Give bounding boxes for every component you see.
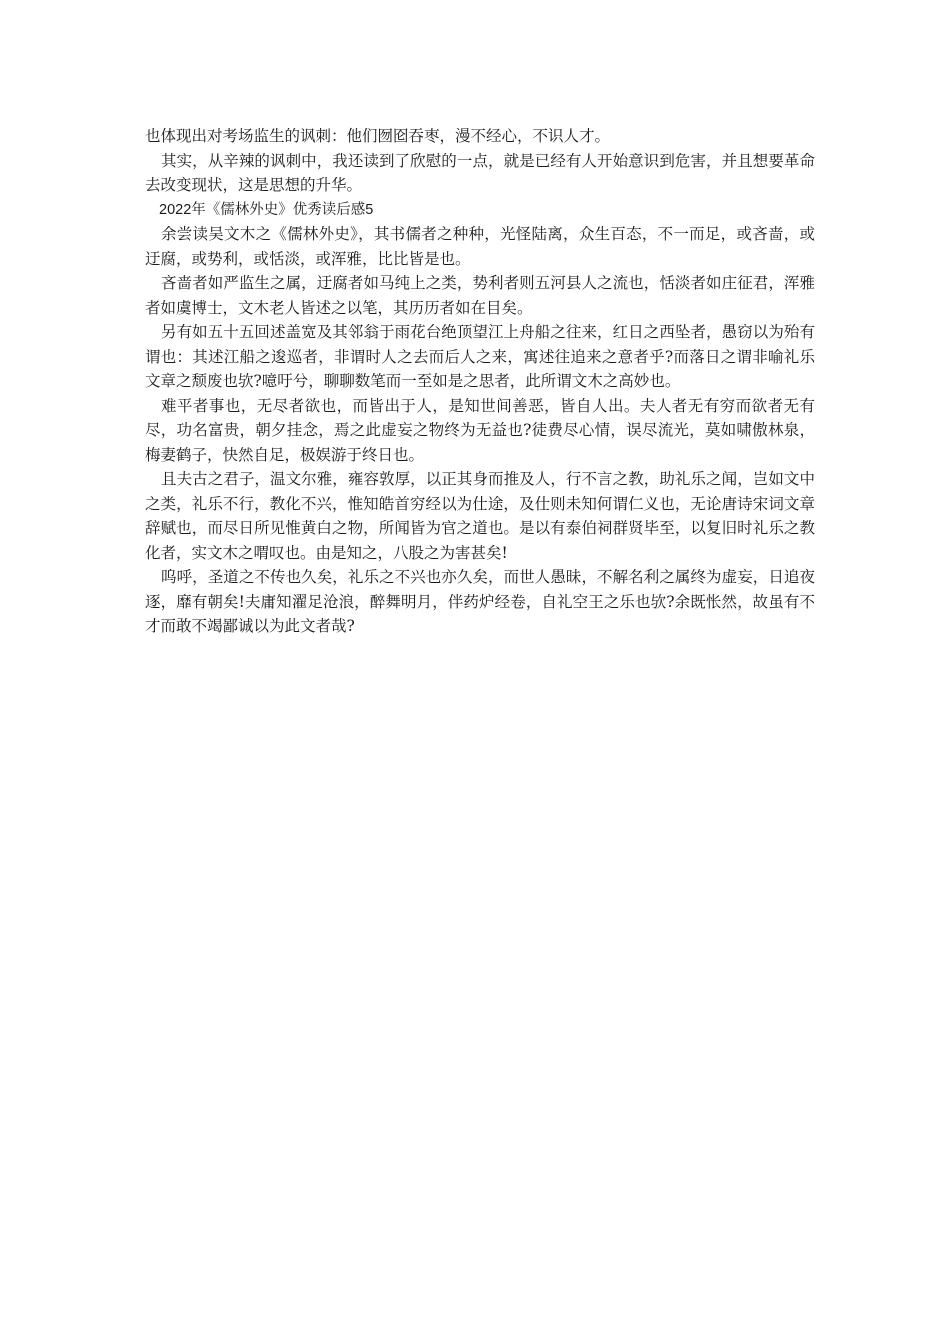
section-heading: 2022年《儒林外史》优秀读后感5 xyxy=(159,201,374,218)
paragraph-desire: 难平者事也，无尽者欲也，而皆出于人，是知世间善恶，皆自人出。夫人者无有穷而欲者无有尽，功名富贵，朝夕挂念，焉之此虚妄之物终为无益也?徒费尽心情，误尽流光，莫如啸傲林泉，梅妻鹤子，快然自足，极娱游于终日也。 xyxy=(145,396,815,464)
paragraph-continuation: 也体现出对考场监生的讽刺：他们囫囵吞枣，漫不经心，不识人才。 xyxy=(145,127,611,145)
paragraph-conclusion: 呜呼，圣道之不传也久矣，礼乐之不兴也亦久矣，而世人愚昧，不解名利之属终为虚妄，日追夜逐，靡有朝矣!夫庸知濯足沧浪，醉舞明月，伴药炉经卷，自礼空王之乐也欤?余既怅然，故虽有不才而敢不竭鄙诚以为此文者哉? xyxy=(145,568,815,635)
document-body xyxy=(145,124,815,639)
paragraph-characters: 吝啬者如严监生之属，迂腐者如马纯上之类，势利者则五河县人之流也，恬淡者如庄征君，浑雅者如虞博士，文木老人皆述之以笔，其历历者如在目矣。 xyxy=(145,274,815,317)
paragraph-intro: 余尝读吴文木之《儒林外史》，其书儒者之种种，光怪陆离，众生百态，不一而足，或吝啬，或迂腐，或势利，或恬淡，或浑雅，比比皆是也。 xyxy=(145,225,815,268)
paragraph-chapter-55: 另有如五十五回述盖宽及其邻翁于雨花台绝顶望江上舟船之往来，红日之西坠者，愚窃以为殆有谓也：其述江船之逡巡者，非谓时人之去而后人之来，寓述往追来之意者乎?而落日之谓非喻礼乐文章之颓废也欤?噫吁兮，聊聊数笔而一至如是之思者，此所谓文木之高妙也。 xyxy=(145,323,815,390)
paragraph-reflection: 其实，从辛辣的讽刺中，我还读到了欣慰的一点，就是已经有人开始意识到危害，并且想要革命去改变现状，这是思想的升华。 xyxy=(145,151,815,194)
paragraph-gentlemen: 且夫古之君子，温文尔雅，雍容敦厚，以正其身而推及人，行不言之教，助礼乐之闻，岂如文中之类，礼乐不行，教化不兴，惟知皓首穷经以为仕途，及仕则未知何谓仁义也，无论唐诗宋词文章辞赋也，而尽日所见惟黄白之物，所闻皆为官之道也。是以有泰伯祠群贤毕至，以复旧时礼乐之教化者，实文木之喟叹也。由是知之，八股之为害甚矣! xyxy=(145,470,815,562)
